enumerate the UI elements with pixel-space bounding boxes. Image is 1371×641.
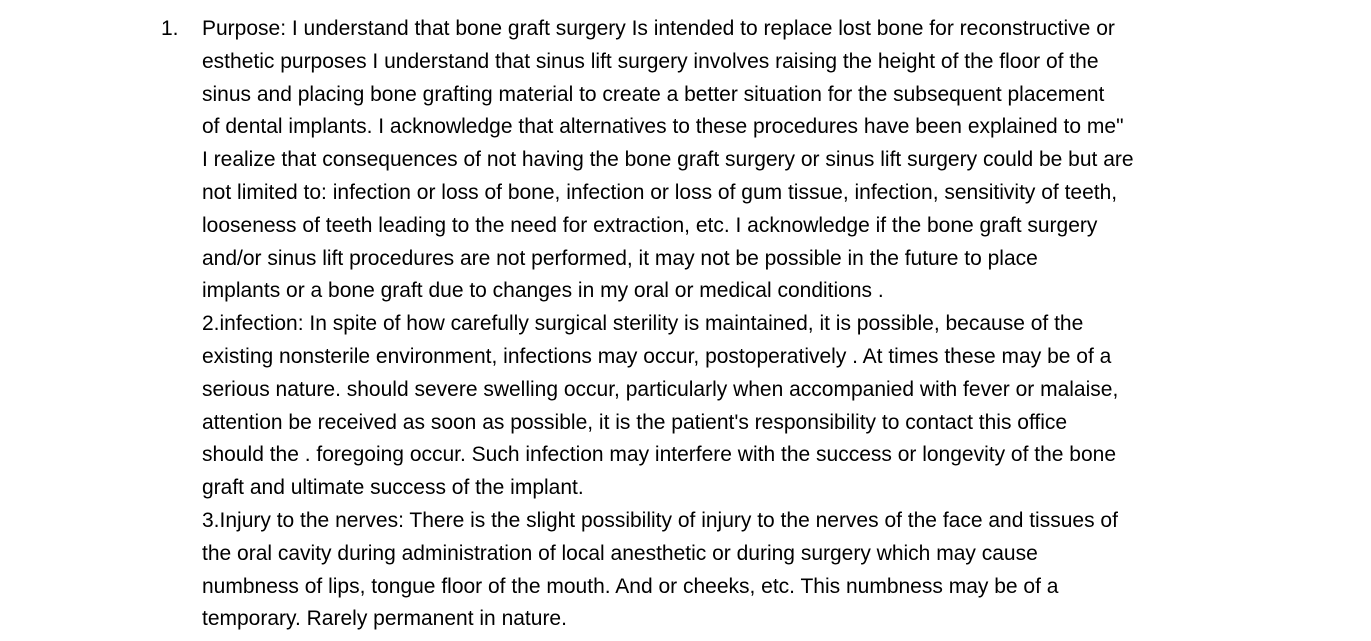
- text-line: looseness of teeth leading to the need for extraction, etc. I acknowledge if the bone graft surgery: [202, 213, 1098, 237]
- list-number: 1.: [161, 17, 179, 40]
- text-line: of dental implants. I acknowledge that alternatives to these procedures have been explained to me": [202, 115, 1124, 139]
- text-line: graft and ultimate success of the implant.: [202, 476, 584, 500]
- text-line: attention be received as soon as possible, it is the patient's responsibility to contact this office: [202, 410, 1068, 434]
- text-line: temporary. Rarely permanent in nature.: [202, 607, 567, 631]
- text-line: 2.infection: In spite of how carefully surgical sterility is maintained, it is possible, because of the: [202, 312, 1084, 336]
- text-line: implants or a bone graft due to changes in my oral or medical conditions .: [202, 279, 884, 303]
- document-body: [202, 13, 1352, 636]
- text-line: and/or sinus lift procedures are not performed, it may not be possible in the future to place: [202, 246, 1038, 270]
- text-line: serious nature. should severe swelling occur, particularly when accompanied with fever or malaise,: [202, 377, 1119, 401]
- text-line: the oral cavity during administration of local anesthetic or during surgery which may cause: [202, 541, 1038, 565]
- text-line: Purpose: I understand that bone graft surgery Is intended to replace lost bone for reconstructive or: [202, 17, 1115, 40]
- text-line: I realize that consequences of not having the bone graft surgery or sinus lift surgery could be but are: [202, 148, 1134, 172]
- text-line: numbness of lips, tongue floor of the mouth. And or cheeks, etc. This numbness may be of a: [202, 574, 1059, 598]
- text-line: should the . foregoing occur. Such infection may interfere with the success or longevity of the bone: [202, 443, 1117, 467]
- text-line: sinus and placing bone grafting material to create a better situation for the subsequent placement: [202, 82, 1105, 106]
- text-line: not limited to: infection or loss of bone, infection or loss of gum tissue, infection, sensitivity of teeth,: [202, 180, 1118, 204]
- text-line: 3.Injury to the nerves: There is the slight possibility of injury to the nerves of the face and tissues of: [202, 508, 1118, 532]
- text-line: existing nonsterile environment, infections may occur, postoperatively . At times these may be of a: [202, 344, 1112, 368]
- text-line: esthetic purposes I understand that sinus lift surgery involves raising the height of the floor of the: [202, 49, 1099, 73]
